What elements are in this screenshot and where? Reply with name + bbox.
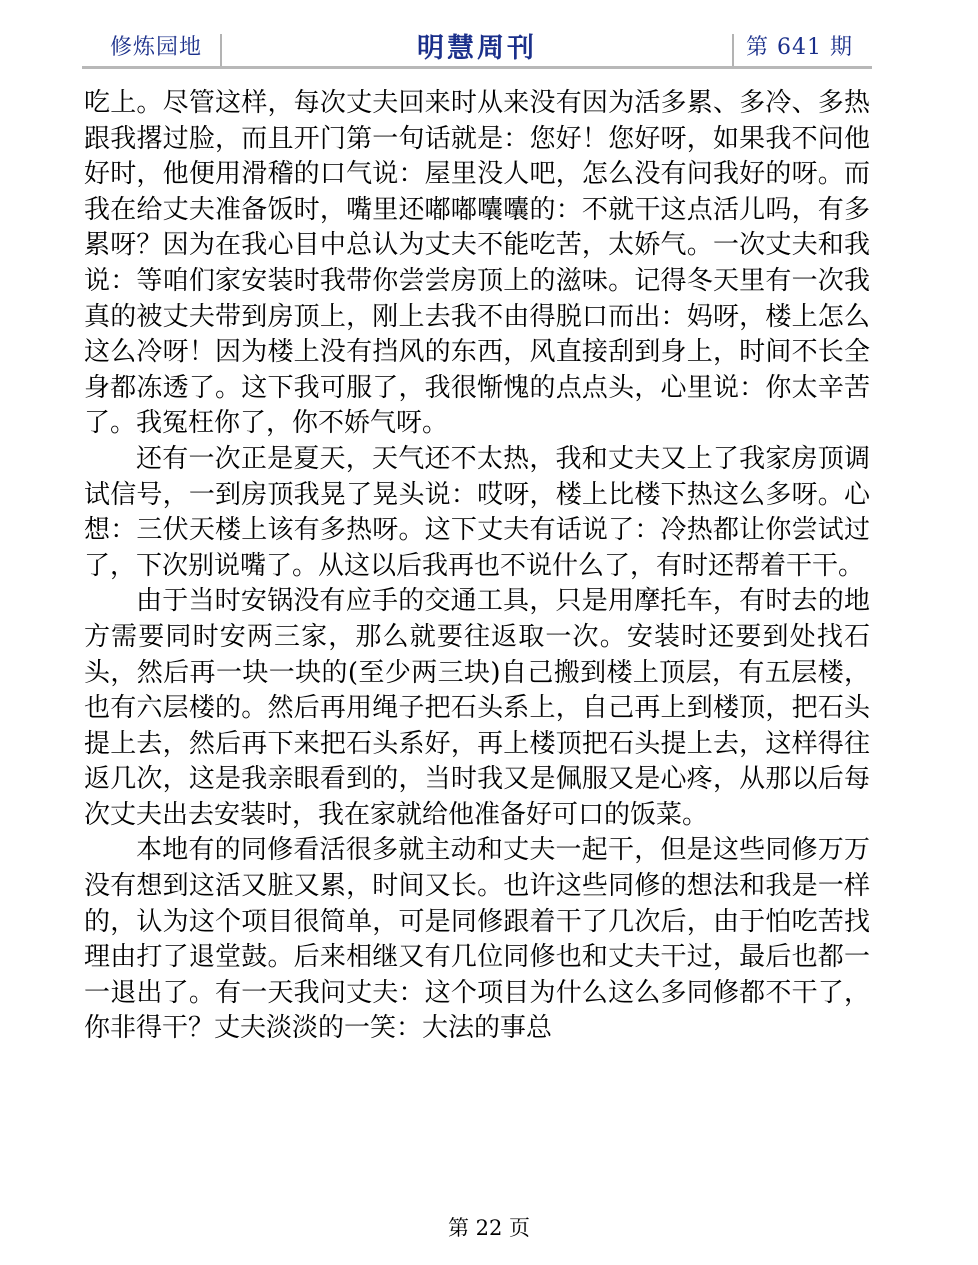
- issue-number: 第 641 期: [746, 35, 853, 60]
- page-header: [82, 24, 872, 68]
- paragraph: 本地有的同修看活很多就主动和丈夫一起干，但是这些同修万万没有想到这活又脏又累，时间又长。也许这些同修的想法和我是一样的，认为这个项目很简单，可是同修跟着干了几次后，由于怕吃苦找理由打了退堂鼓。后来相继又有几位同修也和丈夫干过，最后也都一一退出了。有一天我问丈夫：这个项目为什么这么多同修都不干了，你非得干？丈夫淡淡的一笑：大法的事总: [84, 835, 870, 1044]
- header-divider-right: [732, 34, 734, 68]
- page-number: 第 22 页: [447, 1216, 531, 1240]
- header-rule: [82, 66, 872, 69]
- paragraph: 还有一次正是夏天，天气还不太热，我和丈夫又上了我家房顶调试信号，一到房顶我晃了晃头说：哎呀，楼上比楼下热这么多呀。心想：三伏天楼上该有多热呀。这下丈夫有话说了：冷热都让你尝试过了，下次别说嘴了。从这以后我再也不说什么了，有时还帮着干干。: [84, 443, 870, 581]
- header-section-label: 修炼园地: [110, 35, 203, 60]
- paragraph-continued: 吃上。尽管这样，每次丈夫回来时从来没有因为活多累、多冷、多热跟我撂过脸，而且开门第一句话就是：您好！您好呀，如果我不问他好时，他便用滑稽的口气说：屋里没人吧，怎么没有问我好的呀。而我在给丈夫准备饭时，嘴里还嘟嘟囔囔的：不就干这点活儿吗，有多累呀？因为在我心目中总认为丈夫不能吃苦，太娇气。一次丈夫和我说：等咱们家安装时我带你尝尝房顶上的滋味。记得冬天里有一次我真的被丈夫带到房顶上，刚上去我不由得脱口而出：妈呀，楼上怎么这么冷呀！因为楼上没有挡风的东西，风直接刮到身上，时间不长全身都冻透了。这下我可服了，我很惭愧的点点头，心里说：你太辛苦了。我冤枉你了，你不娇气呀。: [84, 88, 870, 439]
- article-body: [84, 86, 870, 1047]
- paragraph: 由于当时安锅没有应手的交通工具，只是用摩托车，有时去的地方需要同时安两三家，那么就要往返取一次。安装时还要到处找石头，然后再一块一块的(至少两三块)自己搬到楼上顶层，有五层楼，也有六层楼的。然后再用绳子把石头系上，自己再上到楼顶，把石头提上去，然后再下来把石头系好，再上楼顶把石头提上去，这样得往返几次，这是我亲眼看到的，当时我又是佩服又是心疼，从那以后每次丈夫出去安装时，我在家就给他准备好可口的饭菜。: [84, 586, 870, 830]
- publication-title: 明慧周刊: [417, 33, 537, 64]
